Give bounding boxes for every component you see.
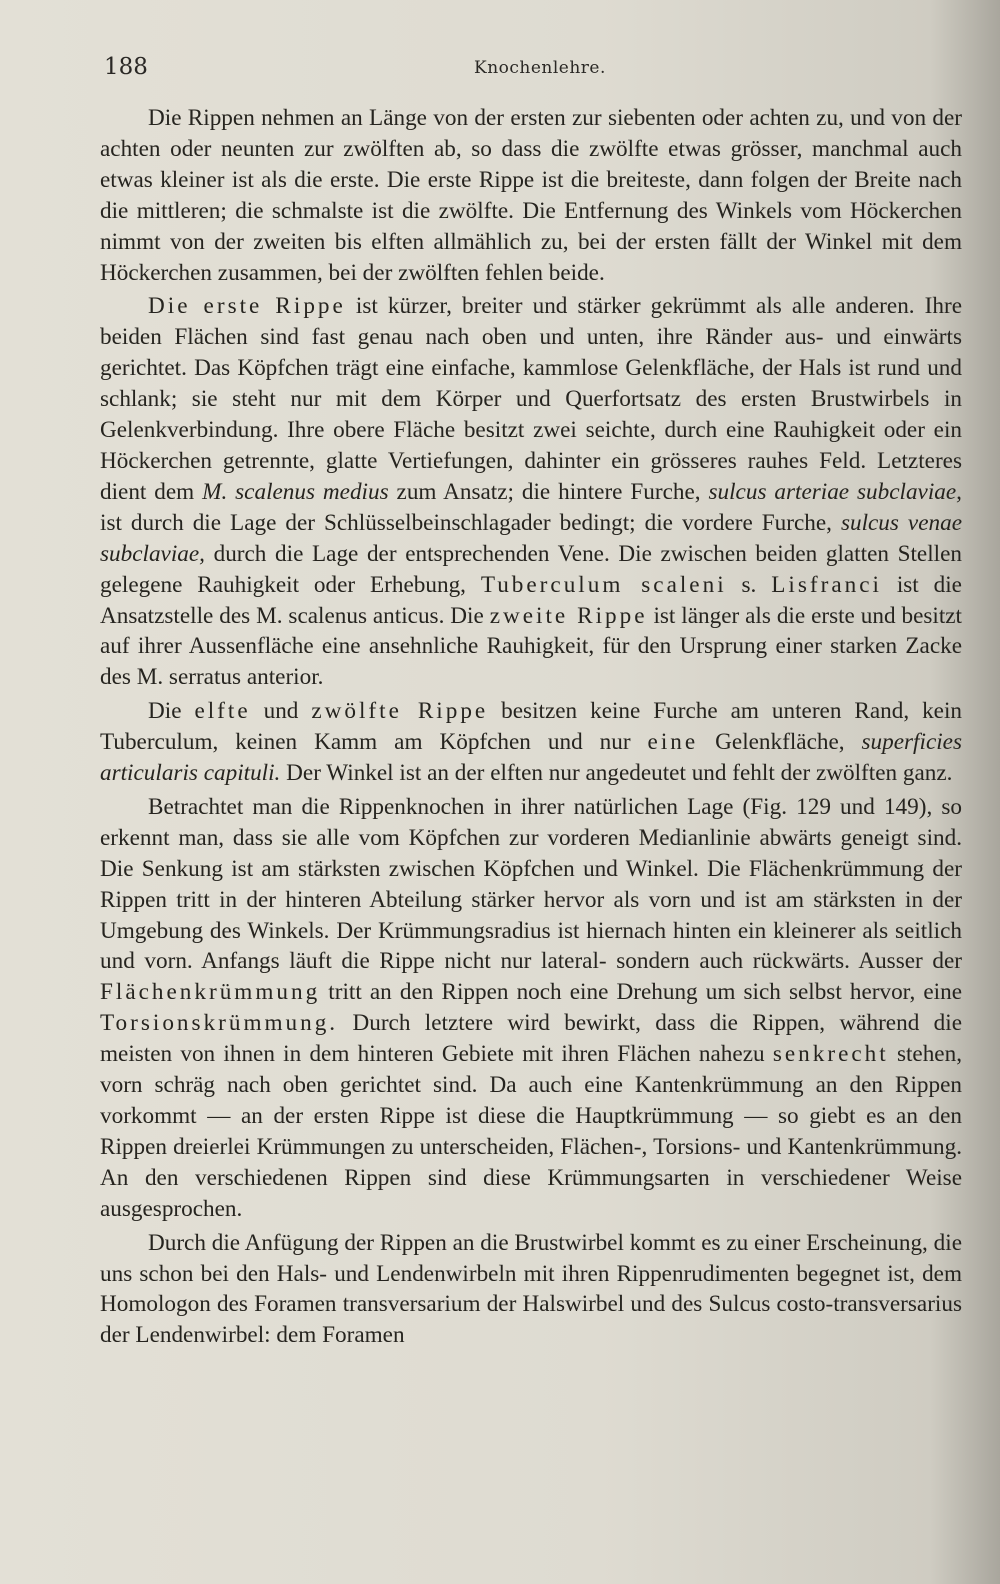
text-run: und — [250, 698, 312, 725]
spaced-emphasis: elfte — [194, 698, 251, 725]
text-run: ist länger als die erste und besitzt auf ihrer Aussenfläche eine ansehnliche Rauhigkeit, für den Ursprung einer starken Zacke des M. serratus anterior. — [100, 602, 963, 691]
spaced-emphasis: Die erste Rippe — [148, 293, 346, 320]
page-header — [104, 54, 960, 84]
spaced-emphasis: eine — [647, 729, 699, 756]
text-run: besitzen keine Furche am unteren Rand, kein Tuberculum, keinen Kamm am Köpfchen und nur — [100, 698, 963, 756]
italic-term: M. scalenus medius — [202, 478, 389, 505]
text-run: Die Rippen nehmen an Länge von der ersten zur siebenten oder achten zu, und von der achten oder neunten zur zwölften ab, so dass die zwölfte etwas grösser, manchmal auch etwas kleiner ist als die erste. Die erste Rippe ist die breiteste, dann folgen der Breite nach die mittleren; die schmalste ist die zwölfte. Die Entfernung des Winkels vom Höckerchen nimmt von der zweiten bis elften allmählich zu, bei der ersten fällt der Winkel mit dem Höckerchen zusammen, bei der zwölften fehlen beide. — [100, 105, 962, 286]
italic-term: superficies articularis capituli. — [100, 729, 962, 787]
spaced-emphasis: Tuberculum scaleni — [480, 571, 727, 598]
paragraph-eleventh-twelfth-rib — [100, 696, 962, 789]
text-run: Die — [148, 698, 195, 725]
paragraph-first-rib — [100, 291, 962, 693]
text-run: Der Winkel ist an der elften nur angedeutet und fehlt der zwölften ganz. — [280, 760, 953, 787]
italic-term: sulcus venae subclaviae, — [100, 509, 962, 567]
text-run: Durch die Anfügung der Rippen an die Brustwirbel kommt es zu einer Erscheinung, die uns schon bei den Hals- und Lendenwirbeln mit ihren Rippenrudimenten begegnet ist, dem Homologon des Foramen transversarium der Halswirbel und des Sulcus costo-transversarius der Lendenwirbel: dem Foramen — [100, 1229, 962, 1349]
body-text — [100, 103, 962, 1351]
text-run: stehen, vorn schräg nach oben gerichtet sind. Da auch eine Kantenkrümmung an den Rippen vorkommt — an der ersten Rippe ist diese die Hauptkrümmung — so giebt es an den Rippen dreierlei Krümmungen zu unterscheiden, Flächen-, Torsions- und Kantenkrümmung. An den verschiedenen Rippen sind diese Krümmungsarten in verschiedener Weise ausgesprochen. — [100, 1041, 962, 1222]
text-run: Durch letztere wird bewirkt, dass die Rippen, während die meisten von ihnen in dem hinteren Gebiete mit ihren Flächen nahezu — [100, 1010, 962, 1068]
paragraph-rib-lengths — [100, 103, 962, 288]
italic-term: sulcus arteriae subclaviae, — [708, 478, 962, 505]
spaced-emphasis: Flächenkrümmung — [100, 979, 321, 1006]
running-title: Knochenlehre. — [474, 58, 606, 78]
text-run: Gelenkfläche, — [698, 729, 862, 756]
spaced-emphasis: Lisfranci — [771, 571, 882, 598]
paragraph-rib-curvature — [100, 792, 962, 1225]
text-run: s. — [726, 571, 772, 598]
spaced-emphasis: zweite Rippe — [489, 602, 648, 629]
text-run: Betrachtet man die Rippenknochen in ihrer natürlichen Lage (Fig. 129 und 149), so erkennt man, dass sie alle vom Köpfchen zur vorderen Medianlinie abwärts geneigt sind. Die Senkung ist am stärksten zwischen Köpfchen und Winkel. Die Flächenkrümmung der Rippen tritt in der hinteren Abteilung stärker hervor als vorn und ist am stärksten in der Umgebung des Winkels. Der Krümmungsradius ist hiernach hinten ein kleinerer als seitlich und vorn. Anfangs läuft die Rippe nicht nur lateral- sondern auch rückwärts. Ausser der — [100, 793, 962, 975]
spaced-emphasis: Rippe — [401, 698, 489, 725]
text-run: tritt an den Rippen noch eine Drehung um sich selbst hervor, eine — [320, 979, 962, 1006]
spaced-emphasis: zwölfte — [311, 698, 402, 725]
text-run: ist die Ansatzstelle des M. scalenus anticus. Die — [100, 571, 962, 629]
page-number: 188 — [104, 54, 148, 80]
text-run: ist durch die Lage der Schlüsselbeinschlagader bedingt; die vordere Furche, — [100, 509, 841, 536]
text-run: zum Ansatz; die hintere Furche, — [388, 478, 709, 505]
text-run: ist kürzer, breiter und stärker gekrümmt als alle anderen. Ihre beiden Flächen sind fast genau nach oben und unten, ihre Ränder aus- und einwärts gerichtet. Das Köpfchen trägt eine einfache, kammlose Gelenkfläche, der Hals ist rund und schlank; sie steht nur mit dem Körper und Querfortsatz des ersten Brustwirbels in Gelenkverbindung. Ihre obere Fläche besitzt zwei seichte, durch eine Rauhigkeit oder ein Höckerchen getrennte, glatte Vertiefungen, dahinter ein grösseres rauhes Feld. Letzteres dient dem — [100, 293, 962, 505]
paragraph-costotransverse-foramen — [100, 1228, 962, 1352]
spaced-emphasis: senkrecht — [772, 1041, 889, 1068]
spaced-emphasis: Torsionskrümmung. — [100, 1010, 339, 1037]
text-run: durch die Lage der entsprechenden Vene. Die zwischen beiden glatten Stellen gelegene Rauhigkeit oder Erhebung, — [100, 540, 962, 598]
